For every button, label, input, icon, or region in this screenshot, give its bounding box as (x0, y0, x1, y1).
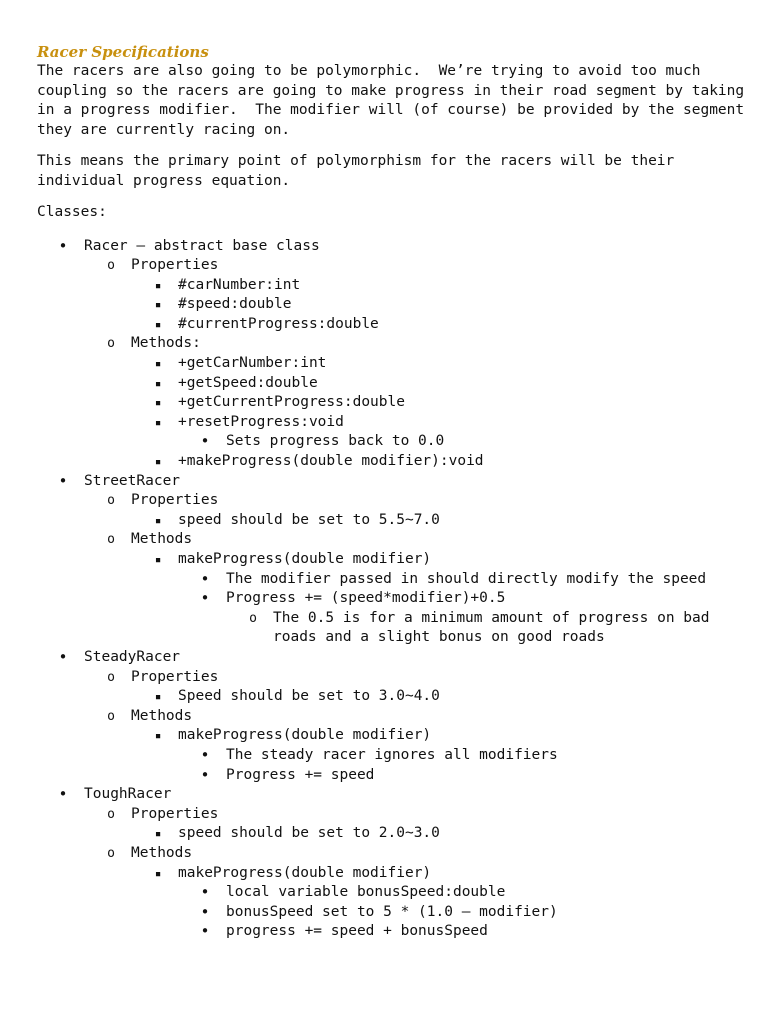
outline-item-text: Properties (131, 492, 219, 509)
outline-item (37, 922, 757, 942)
outline-item-text: The modifier passed in should directly modify the speed (226, 570, 707, 587)
outline-item (37, 491, 757, 511)
circle-bullet-icon (103, 668, 119, 688)
circle-bullet-icon (103, 256, 119, 276)
outline-item (37, 237, 757, 257)
outline-item (37, 805, 757, 825)
class-outline-list (37, 237, 757, 942)
outline-item-text: Methods (131, 531, 193, 548)
disc-bullet-icon (197, 883, 213, 904)
square-bullet-icon (150, 413, 166, 433)
outline-item-text: local variable bonusSpeed:double (226, 884, 506, 901)
outline-item-text: progress += speed + bonusSpeed (226, 923, 488, 940)
outline-item-text: Speed should be set to 3.0~4.0 (178, 688, 440, 705)
outline-item (37, 903, 757, 923)
outline-item-text: Properties (131, 805, 219, 822)
outline-item (37, 393, 757, 413)
outline-item (37, 413, 757, 433)
outline-item-text: speed should be set to 5.5~7.0 (178, 511, 440, 528)
outline-item-text: makeProgress(double modifier) (178, 864, 432, 881)
outline-item-text: +resetProgress:void (178, 413, 344, 430)
disc-bullet-icon (197, 589, 213, 610)
outline-item-text: ToughRacer (84, 786, 172, 803)
circle-bullet-icon (103, 844, 119, 864)
outline-item (37, 864, 757, 884)
square-bullet-icon (150, 354, 166, 374)
outline-item (37, 276, 757, 296)
square-bullet-icon (150, 726, 166, 746)
outline-item-text: +getCurrentProgress:double (178, 394, 405, 411)
disc-bullet-icon (197, 746, 213, 767)
square-bullet-icon (150, 824, 166, 844)
classes-label: Classes: (37, 204, 107, 220)
square-bullet-icon (150, 687, 166, 707)
outline-item-text: #currentProgress:double (178, 315, 379, 332)
outline-item (37, 511, 757, 531)
disc-bullet-icon (55, 237, 71, 258)
disc-bullet-icon (55, 785, 71, 806)
outline-item-text: StreetRacer (84, 472, 181, 489)
outline-item (37, 883, 757, 903)
outline-item-text: Properties (131, 257, 219, 274)
outline-item (37, 472, 757, 492)
disc-bullet-icon (55, 472, 71, 493)
outline-item (37, 766, 757, 786)
outline-item (37, 844, 757, 864)
outline-item-text: +getSpeed:double (178, 374, 318, 391)
outline-item-text: makeProgress(double modifier) (178, 551, 432, 567)
outline-item-text: Methods (131, 707, 193, 724)
outline-item (37, 550, 757, 570)
disc-bullet-icon (197, 432, 213, 453)
circle-bullet-icon (245, 609, 261, 629)
outline-item (37, 707, 757, 727)
outline-item-text: #carNumber:int (178, 276, 301, 293)
outline-item (37, 824, 757, 844)
disc-bullet-icon (197, 570, 213, 591)
outline-item-text: Progress += speed (226, 766, 375, 783)
document-page (37, 42, 757, 942)
square-bullet-icon (150, 393, 166, 413)
circle-bullet-icon (103, 334, 119, 354)
outline-item-text: Sets progress back to 0.0 (226, 433, 445, 450)
disc-bullet-icon (197, 922, 213, 943)
outline-item-text: Racer – abstract base class (84, 237, 320, 254)
outline-item-text: speed should be set to 2.0~3.0 (178, 825, 440, 842)
circle-bullet-icon (103, 805, 119, 825)
square-bullet-icon (150, 550, 166, 570)
polymorphism-paragraph: This means the primary point of polymorphism for the racers will be their individual progress equation. (37, 153, 675, 189)
section-heading: Racer Specifications (37, 43, 209, 61)
outline-item (37, 785, 757, 805)
outline-item (37, 315, 757, 335)
outline-item (37, 648, 757, 668)
square-bullet-icon (150, 276, 166, 296)
outline-item (37, 726, 757, 746)
outline-item-text: The 0.5 is for a minimum amount of progress on bad roads and a slight bonus on good roads (273, 609, 710, 646)
outline-item-text: SteadyRacer (84, 648, 181, 665)
outline-item-text: makeProgress(double modifier) (178, 727, 432, 744)
outline-item (37, 687, 757, 707)
outline-item (37, 295, 757, 315)
outline-item (37, 256, 757, 276)
outline-item (37, 609, 757, 648)
square-bullet-icon (150, 295, 166, 315)
outline-item-text: Properties (131, 668, 219, 685)
outline-item (37, 374, 757, 394)
circle-bullet-icon (103, 491, 119, 511)
outline-item-text: bonusSpeed set to 5 * (1.0 – modifier) (226, 903, 558, 920)
disc-bullet-icon (197, 766, 213, 787)
outline-item-text: +makeProgress(double modifier):void (178, 453, 484, 470)
outline-item (37, 570, 757, 590)
square-bullet-icon (150, 315, 166, 335)
square-bullet-icon (150, 864, 166, 884)
square-bullet-icon (150, 374, 166, 394)
outline-item-text: Methods (131, 844, 193, 861)
square-bullet-icon (150, 511, 166, 531)
outline-item-text: +getCarNumber:int (178, 355, 327, 372)
outline-item (37, 432, 757, 452)
intro-paragraph: The racers are also going to be polymorphic. We’re trying to avoid too much coupling so the racers are going to make progress in their road segment by taking in a progress modifier. The modifier will (of course) be provided by the segment they are currently racing on. (37, 63, 745, 138)
outline-item (37, 354, 757, 374)
circle-bullet-icon (103, 530, 119, 550)
outline-item (37, 452, 757, 472)
square-bullet-icon (150, 452, 166, 472)
outline-item-text: The steady racer ignores all modifiers (226, 746, 558, 763)
outline-item-text: Methods: (131, 335, 201, 352)
outline-item (37, 530, 757, 550)
outline-item (37, 668, 757, 688)
outline-item (37, 746, 757, 766)
disc-bullet-icon (55, 648, 71, 669)
circle-bullet-icon (103, 707, 119, 727)
disc-bullet-icon (197, 903, 213, 924)
outline-item-text: Progress += (speed*modifier)+0.5 (226, 590, 506, 607)
outline-item-text: #speed:double (178, 296, 292, 313)
outline-item (37, 334, 757, 354)
outline-item (37, 589, 757, 609)
